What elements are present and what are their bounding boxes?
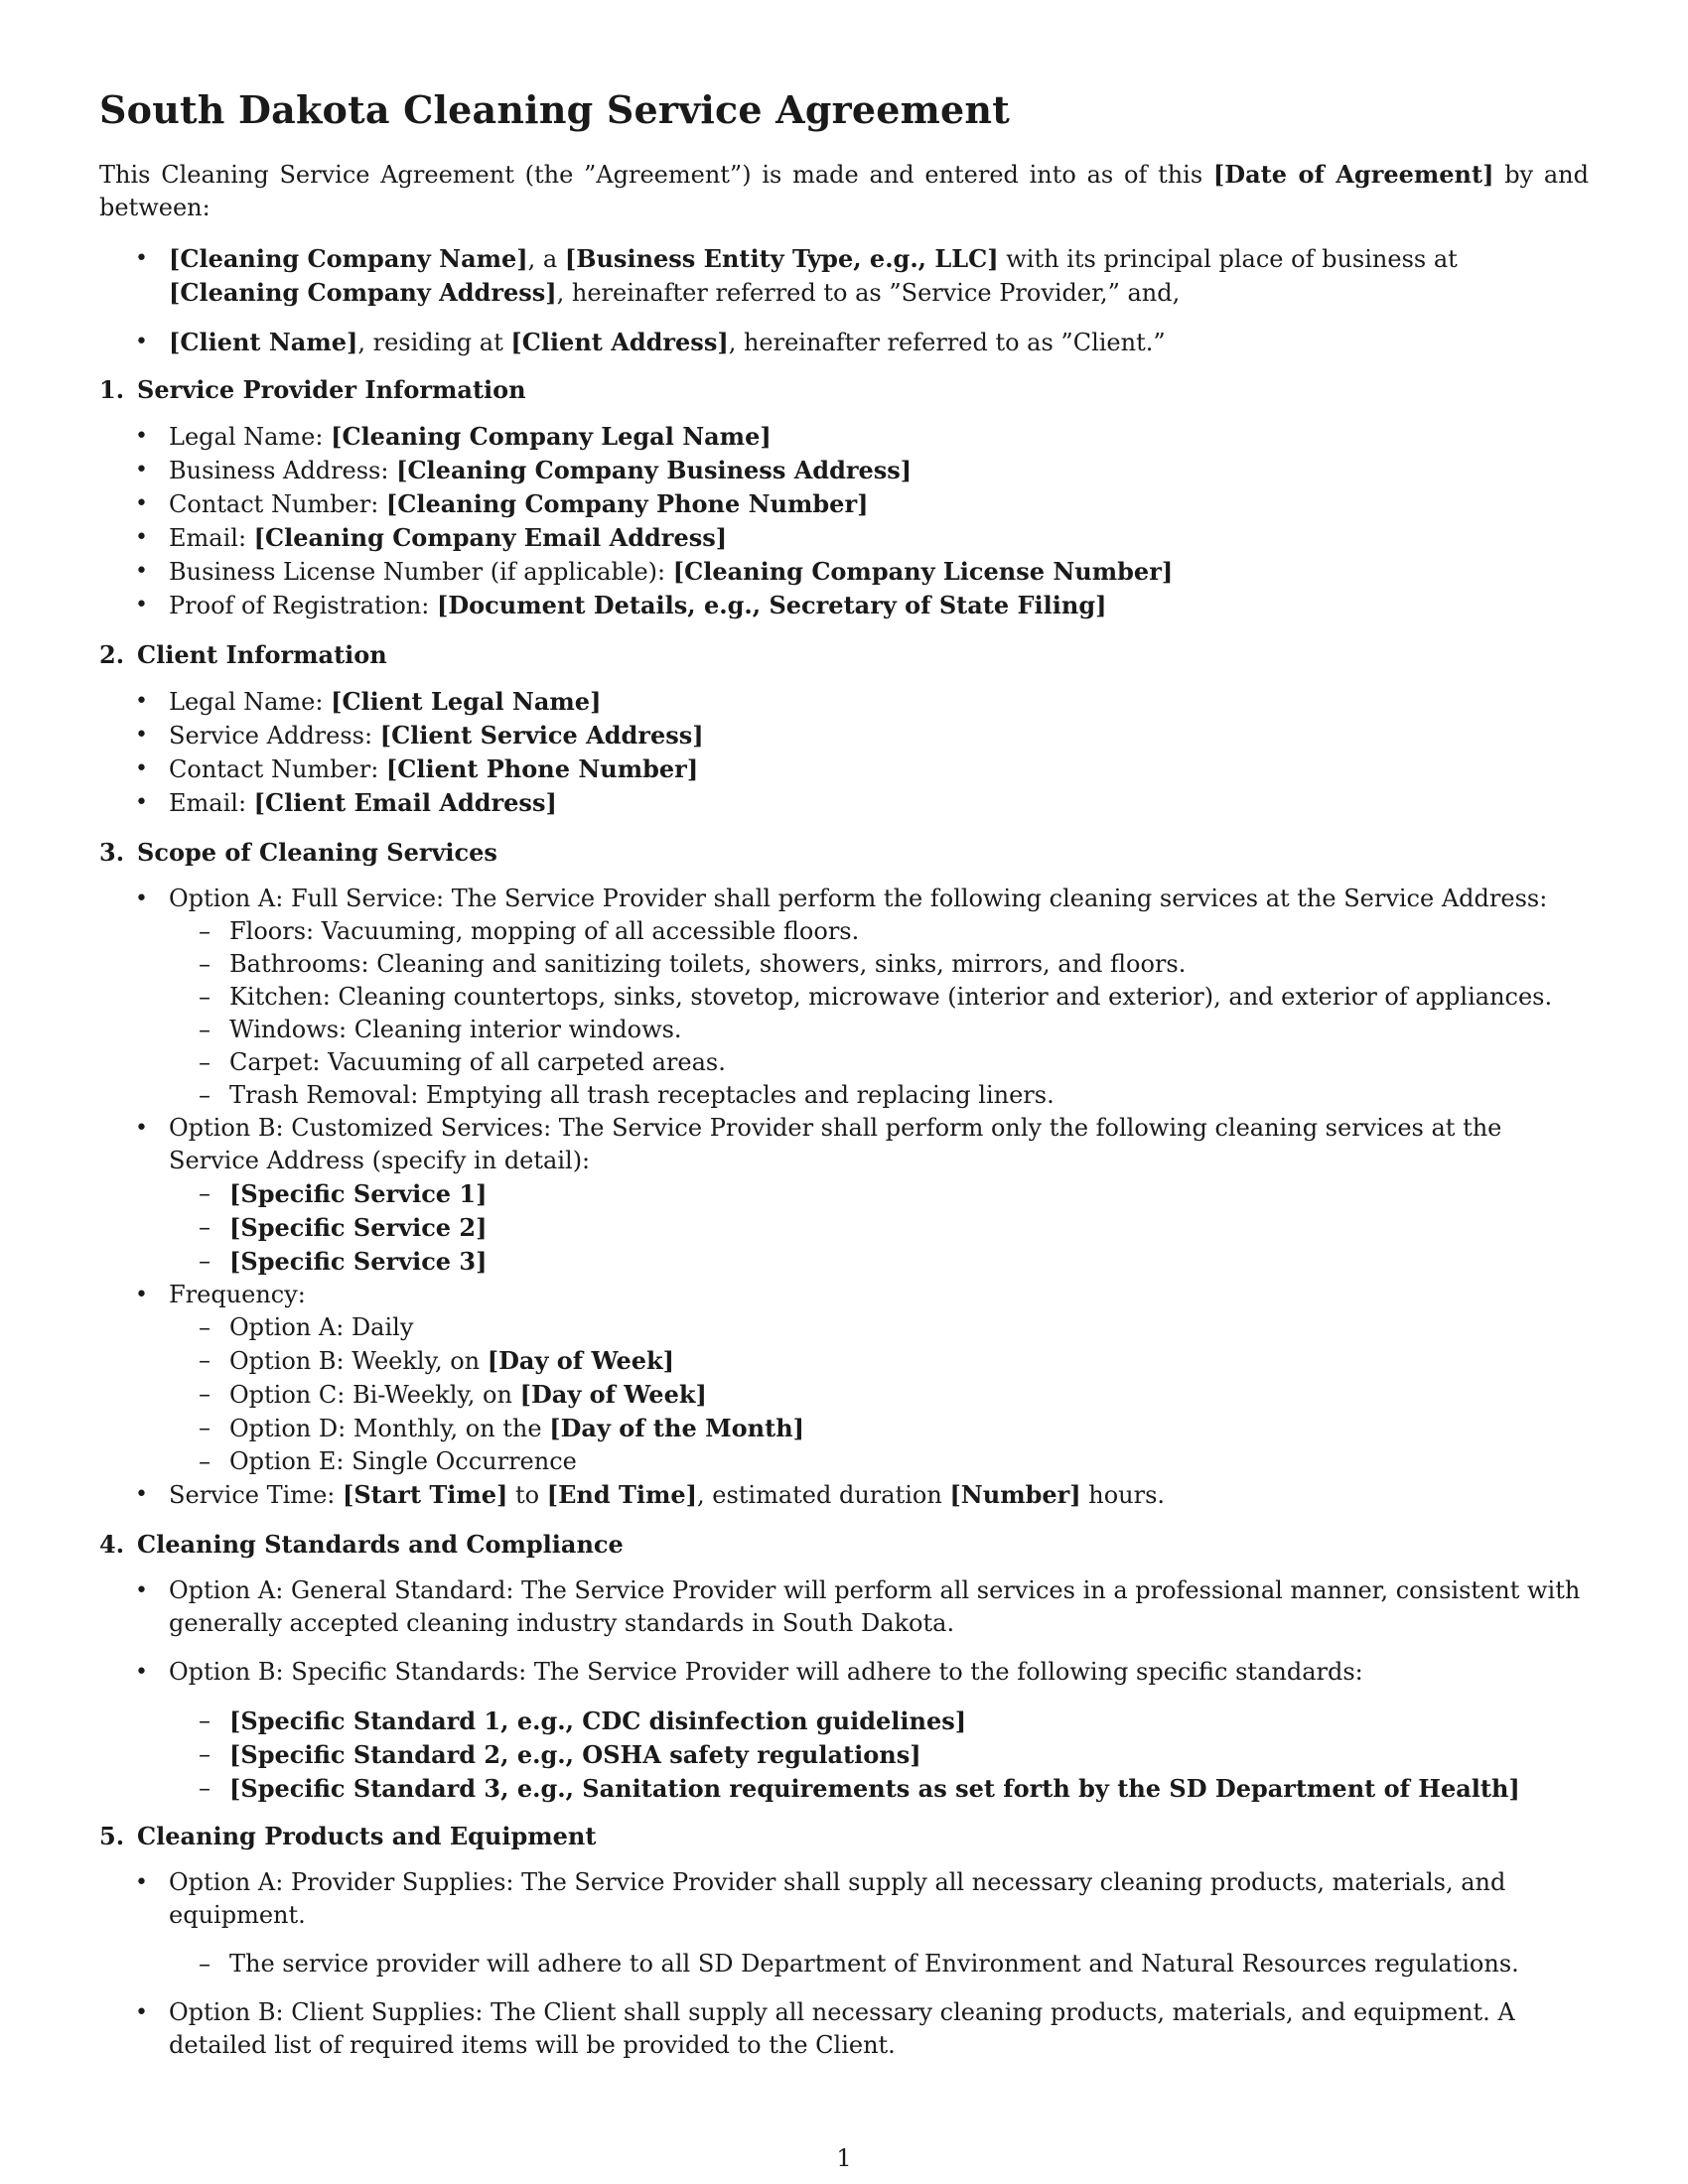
field-placeholder: [End Time] [546, 1480, 697, 1509]
intro-paragraph [99, 158, 1589, 224]
sublist [199, 1948, 1589, 1980]
field-placeholder: [Specific Standard 1, e.g., CDC disinfection guidelines] [229, 1706, 967, 1735]
field-label: Service Time: [169, 1481, 343, 1509]
party-text: , a [527, 245, 565, 273]
party-text: , hereinafter referred to as ”Service Provider,” and, [556, 279, 1181, 307]
field-label: Option B: Weekly, on [229, 1347, 488, 1375]
field-placeholder: [Specific Service 1] [229, 1179, 488, 1208]
field-placeholder: [Specific Standard 2, e.g., OSHA safety regulations] [229, 1740, 921, 1769]
list-item [99, 685, 1589, 719]
list-item [99, 589, 1589, 622]
field-placeholder: [Start Time] [342, 1480, 508, 1509]
sublist-item [199, 1344, 1589, 1378]
provider-name-placeholder: [Cleaning Company Name] [169, 244, 528, 273]
sublist-item: – The service provider will adhere to all SD Department of Environment and Natural Resources regulations. [199, 1948, 1589, 1980]
sublist-item [199, 1378, 1589, 1412]
field-label: , estimated duration [696, 1481, 950, 1509]
products-list [99, 1866, 1589, 2062]
party-text: , residing at [357, 329, 511, 356]
list-item: • Option B: Client Supplies: The Client shall supply all necessary cleaning products, materials, and equipment. A detailed list of required items will be provided to the Client. [99, 1996, 1589, 2062]
field-placeholder: [Specific Standard 3, e.g., Sanitation requirements as set forth by the SD Department of Health] [229, 1774, 1520, 1803]
section-heading [99, 375, 1589, 404]
list-item [99, 521, 1589, 555]
sublist-item [199, 1705, 1589, 1738]
field-placeholder: [Client Legal Name] [331, 687, 602, 716]
section-number: 5. [99, 1822, 125, 1850]
sublist-item [199, 1177, 1589, 1211]
list-item [99, 786, 1589, 820]
list-item [99, 420, 1589, 454]
sublist-item: – Windows: Cleaning interior windows. [199, 1014, 1589, 1046]
option-text: Option A: Provider Supplies: The Service Provider shall supply all necessary cleaning products, materials, and equipment. [169, 1868, 1506, 1929]
sublist-item [199, 1412, 1589, 1445]
section-number: 3. [99, 838, 125, 867]
field-placeholder: [Cleaning Company Email Address] [253, 523, 728, 552]
list-item [99, 1478, 1589, 1512]
document-page [99, 87, 1589, 2078]
section-heading [99, 1822, 1589, 1850]
field-label: Business Address: [169, 457, 397, 484]
section-number: 2. [99, 640, 125, 669]
list-item [99, 1866, 1589, 1980]
section-title: Service Provider Information [137, 375, 526, 404]
field-placeholder: [Number] [949, 1480, 1081, 1509]
field-placeholder: [Day of Week] [487, 1346, 674, 1375]
field-placeholder: [Cleaning Company License Number] [672, 557, 1174, 586]
field-placeholder: [Cleaning Company Legal Name] [331, 422, 772, 451]
section-number: 4. [99, 1530, 125, 1559]
client-info-list [99, 685, 1589, 820]
date-placeholder: [Date of Agreement] [1212, 160, 1494, 189]
sublist-item: – Option A: Daily [199, 1311, 1589, 1344]
provider-info-list [99, 420, 1589, 622]
party-text: , hereinafter referred to as ”Client.” [728, 329, 1166, 356]
option-text: Frequency: [169, 1281, 306, 1308]
field-placeholder: [Specific Service 3] [229, 1247, 488, 1276]
scope-list [99, 883, 1589, 1512]
field-placeholder: [Client Email Address] [253, 788, 557, 817]
field-placeholder: [Day of the Month] [549, 1414, 804, 1442]
client-address-placeholder: [Client Address] [510, 328, 729, 356]
sublist [199, 1177, 1589, 1279]
field-label: Contact Number: [169, 755, 386, 783]
client-name-placeholder: [Client Name] [169, 328, 358, 356]
sublist-item [199, 1211, 1589, 1245]
sublist [199, 1311, 1589, 1478]
sublist-item: – Floors: Vacuuming, mopping of all accessible floors. [199, 915, 1589, 948]
field-label: Business License Number (if applicable): [169, 558, 673, 586]
section-title: Client Information [137, 640, 387, 669]
option-text: Option A: Full Service: The Service Provider shall perform the following cleaning services at the Service Address: [169, 885, 1548, 912]
list-item [99, 1279, 1589, 1478]
sublist-item: – Trash Removal: Emptying all trash receptacles and replacing liners. [199, 1079, 1589, 1112]
field-label: hours. [1080, 1481, 1166, 1509]
field-placeholder: [Document Details, e.g., Secretary of State Filing] [437, 591, 1107, 619]
sublist-item: – Option E: Single Occurrence [199, 1445, 1589, 1478]
section-title: Scope of Cleaning Services [137, 838, 497, 867]
option-text: Option B: Specific Standards: The Service Provider will adhere to the following specific standards: [169, 1658, 1363, 1686]
field-label: Option D: Monthly, on the [229, 1415, 550, 1442]
sublist-item: – Bathrooms: Cleaning and sanitizing toilets, showers, sinks, mirrors, and floors. [199, 948, 1589, 981]
sublist [199, 1705, 1589, 1806]
list-item [99, 487, 1589, 521]
list-item [99, 454, 1589, 487]
party-text: with its principal place of business at [998, 245, 1458, 273]
list-item [99, 752, 1589, 786]
party-provider [99, 242, 1589, 310]
option-text: Option B: Customized Services: The Service Provider shall perform only the following cleaning services at the Service Address (specify in detail): [169, 1114, 1502, 1174]
entity-type-placeholder: [Business Entity Type, e.g., LLC] [564, 244, 999, 273]
field-label: Legal Name: [169, 423, 332, 451]
intro-text-end: by and between: [99, 161, 1589, 221]
field-placeholder: [Client Phone Number] [385, 754, 699, 783]
field-label: Email: [169, 789, 254, 817]
document-title: South Dakota Cleaning Service Agreement [99, 87, 1010, 132]
list-item [99, 1112, 1589, 1279]
sublist-item [199, 1245, 1589, 1279]
section-heading [99, 640, 1589, 669]
provider-address-placeholder: [Cleaning Company Address] [169, 278, 557, 307]
list-item [99, 719, 1589, 752]
sublist-item [199, 1738, 1589, 1772]
sublist-item [199, 1772, 1589, 1806]
sublist-item: – Kitchen: Cleaning countertops, sinks, stovetop, microwave (interior and exterior), and exterior of appliances. [199, 981, 1589, 1014]
list-item: • Option A: General Standard: The Service Provider will perform all services in a professional manner, consistent with generally accepted cleaning industry standards in South Dakota. [99, 1574, 1589, 1640]
list-item [99, 555, 1589, 589]
sublist [199, 915, 1589, 1112]
section-heading [99, 1530, 1589, 1559]
field-label: Legal Name: [169, 688, 332, 716]
intro-text: This Cleaning Service Agreement (the ”Agreement”) is made and entered into as of this [99, 161, 1213, 189]
section-heading [99, 838, 1589, 867]
standards-list [99, 1574, 1589, 1806]
field-placeholder: [Cleaning Company Phone Number] [385, 489, 869, 518]
field-placeholder: [Day of Week] [519, 1380, 707, 1409]
field-label: to [507, 1481, 547, 1509]
field-label: Service Address: [169, 722, 380, 750]
parties-list [99, 242, 1589, 359]
party-client [99, 326, 1589, 359]
field-label: Proof of Registration: [169, 592, 437, 619]
field-placeholder: [Cleaning Company Business Address] [396, 456, 913, 484]
field-label: Contact Number: [169, 490, 386, 518]
list-item [99, 883, 1589, 1112]
field-placeholder: [Client Service Address] [379, 721, 704, 750]
section-title: Cleaning Products and Equipment [137, 1822, 597, 1850]
sublist-item: – Carpet: Vacuuming of all carpeted areas. [199, 1046, 1589, 1079]
field-label: Email: [169, 524, 254, 552]
page-number: 1 [836, 2144, 852, 2172]
section-number: 1. [99, 375, 125, 404]
section-title: Cleaning Standards and Compliance [137, 1530, 624, 1559]
list-item [99, 1656, 1589, 1806]
field-placeholder: [Specific Service 2] [229, 1213, 488, 1242]
field-label: Option C: Bi-Weekly, on [229, 1381, 520, 1409]
